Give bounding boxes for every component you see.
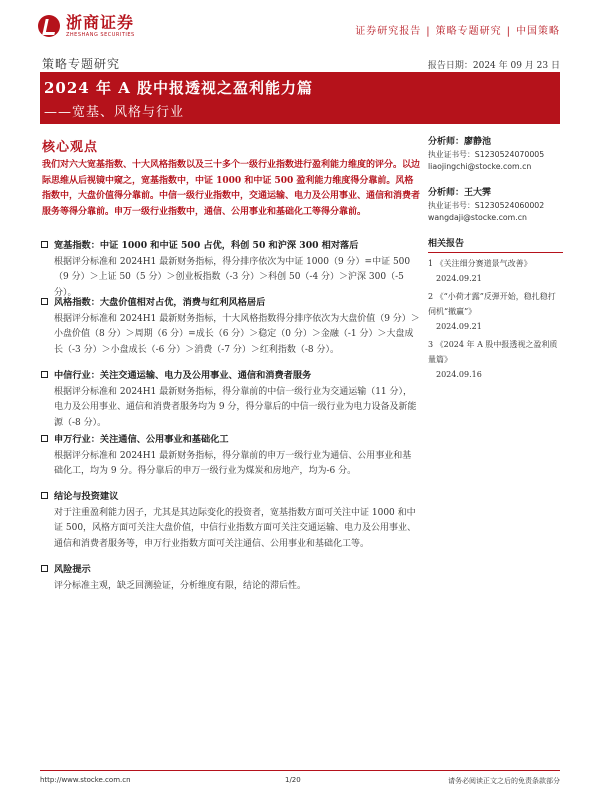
related-report-item[interactable] [428,337,563,382]
logo-name-cn: 浙商证券 [66,13,135,32]
sidebar-column [428,130,563,382]
section-title: 风格指数：大盘价值相对占优，消费与红利风格居后 [40,295,420,310]
related-report-item[interactable] [428,256,563,286]
header-link-research: 证券研究报告 [355,26,422,37]
section-sw-industry [40,432,420,480]
analyst-email[interactable]: wangdaji@stocke.com.cn [428,213,527,222]
section-style-index [40,295,420,358]
page-number: 1/20 [285,776,301,784]
related-report-date: 2024.09.16 [436,370,482,379]
analyst-cert: 执业证书号：S1230524060002 [428,201,545,210]
section-body: 根据评分标准和 2024H1 最新财务指标，得分靠前的申万一级行业为通信、公用事业和基础化工，均为 9 分。得分靠后的申万一级行业为煤炭和房地产，均为-6 分。 [54,451,412,477]
header-link-china: 中国策略 [516,26,560,37]
analyst-block [428,187,563,224]
related-reports-heading: 相关报告 [428,236,563,253]
section-title: 结论与投资建议 [40,489,420,504]
analyst-name: 分析师：廖静池 [428,137,492,147]
section-body: 根据评分标准和 2024H1 最新财务指标，得分排序依次为中证 1000（9 分）=中证 500（9 分）＞上证 50（5 分）＞创业板指数（-3 分）＞科创 50（-4 分）＞沪深 300（-5 分）。 [54,257,411,298]
core-view-heading: 核心观点 [42,140,99,155]
section-body: 评分标准主观，缺乏回测验证，分析维度有限，结论的滞后性。 [54,581,307,591]
related-report-date: 2024.09.21 [436,274,482,283]
core-view-intro: 我们对六大宽基指数、十大风格指数以及三十多个一级行业指数进行盈利能力维度的评分。以边际思维从后视镜中窥之，宽基指数中，中证 1000 和中证 500 盈利能力维度得分靠前。风格指数中，大盘价值得分靠前。中信一级行业指数中，交通运输、电力及公用事业、通信和消费者服务等得分靠前。申万一级行业指数中，通信、公用事业和基础化工等得分靠前。 [42,160,421,217]
header-link-strategy: 策略专题研究 [435,26,502,37]
related-report-title: 1 《关注细分赛道景气改善》 [428,259,532,268]
analyst-cert: 执业证书号：S1230524070005 [428,150,545,159]
disclaimer-note: 请务必阅读正文之后的免责条款部分 [448,777,560,785]
footer-website-link[interactable]: http://www.stocke.com.cn [40,776,131,784]
section-conclusion [40,489,420,552]
report-title: 2024 年 A 股中报透视之盈利能力篇 [44,79,314,97]
section-body: 根据评分标准和 2024H1 最新财务指标，得分靠前的中信一级行业为交通运输（11 分），电力及公用事业、通信和消费者服务均为 9 分，得分靠后的中信一级行业为电力设备及新能源（-8 分）。 [54,387,417,428]
related-report-item[interactable] [428,289,563,334]
section-body: 根据评分标准和 2024H1 最新财务指标，十大风格指数得分排序依次为大盘价值（9 分）＞小盘价值（8 分）＞周期（6 分）=成长（6 分）＞稳定（0 分）＞金融（-1 分）＞大盘成长（-3 分）＞小盘成长（-6 分）＞消费（-7 分）＞红利指数（-8 分）。 [54,314,420,355]
analyst-email[interactable]: liaojingchi@stocke.com.cn [428,162,532,171]
section-body: 对于注重盈利能力因子，尤其是其边际变化的投资者，宽基指数方面可关注中证 1000 和中证 500，风格方面可关注大盘价值，中信行业指数方面可关注交通运输、电力及公用事业、通信和消费者服务等，申万行业指数方面可关注通信、公用事业和基础化工等。 [54,508,417,549]
related-report-date: 2024.09.21 [436,322,482,331]
company-logo [38,14,135,38]
section-title: 申万行业：关注通信、公用事业和基础化工 [40,432,420,447]
section-broad-index [40,238,420,301]
section-title: 风险提示 [40,562,420,577]
analyst-block [428,136,563,173]
section-title: 宽基指数：中证 1000 和中证 500 占优，科创 50 和沪深 300 相对落后 [40,238,420,253]
report-date: 报告日期：2024 年 09 月 23 日 [427,61,560,71]
footer-divider [40,770,560,771]
section-risk [40,562,420,594]
related-report-title: 3 《2024 年 A 股中报透视之盈利质量篇》 [428,340,558,364]
document-type: 策略专题研究 [42,57,121,71]
section-title: 中信行业：关注交通运输、电力及公用事业、通信和消费者服务 [40,368,420,383]
related-report-title: 2 《“小荷才露”反弹开始，稳扎稳打伺机“撤赢”》 [428,292,556,316]
logo-icon [38,15,60,37]
section-citic-industry [40,368,420,431]
title-band [40,72,560,124]
logo-name-en: ZHESHANG SECURITIES [66,32,135,38]
report-subtitle: ——宽基、风格与行业 [44,105,185,120]
header-links: 证券研究报告 | 策略专题研究 | 中国策略 [355,26,560,37]
analyst-name: 分析师：王大霁 [428,188,492,198]
